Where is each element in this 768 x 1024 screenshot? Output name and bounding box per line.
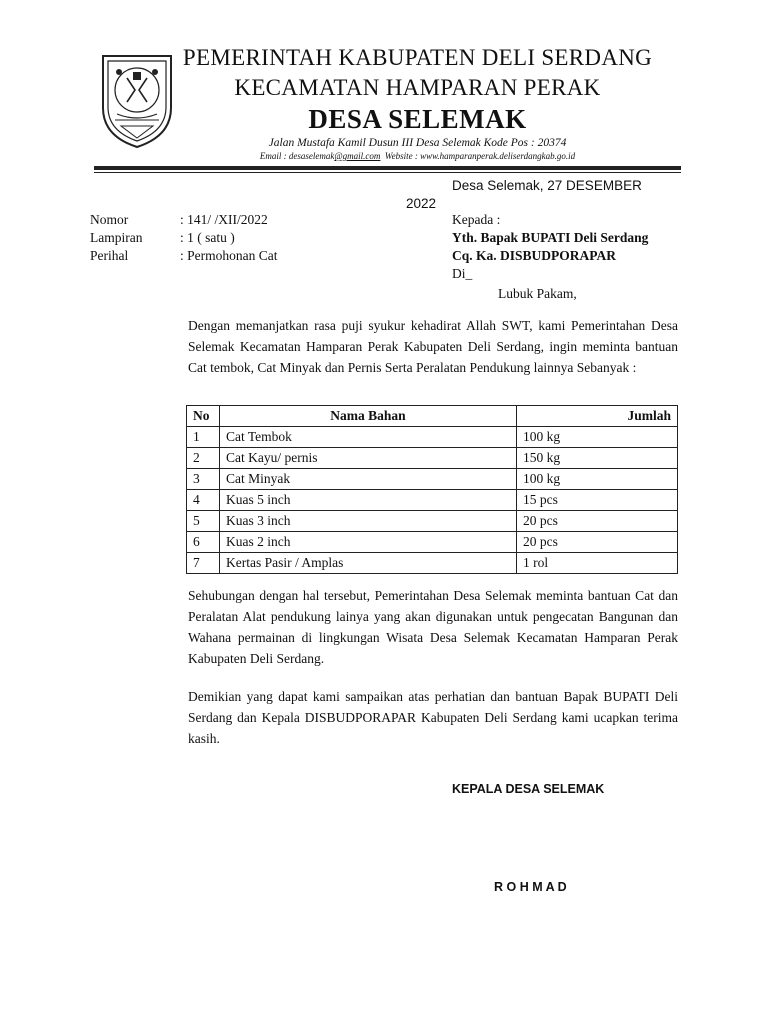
body-paragraph-3: Demikian yang dapat kami sampaikan atas perhatian dan bantuan Bapak BUPATI Deli Serdang dan Kepala DISBUDPORAPAR Kabupaten Deli Serdang kami ucapkan terima kasih. bbox=[188, 689, 678, 746]
letterhead-village-name: DESA SELEMAK bbox=[308, 104, 527, 134]
row-amount: 15 pcs bbox=[517, 490, 678, 511]
signature-title: KEPALA DESA SELEMAK bbox=[452, 782, 605, 796]
row-no: 2 bbox=[187, 448, 220, 469]
row-amount: 100 kg bbox=[517, 469, 678, 490]
table-row bbox=[187, 553, 678, 574]
table-row bbox=[187, 448, 678, 469]
row-no: 6 bbox=[187, 532, 220, 553]
header-no: No bbox=[187, 406, 220, 427]
row-amount: 20 pcs bbox=[517, 511, 678, 532]
header-jumlah: Jumlah bbox=[517, 406, 678, 427]
email-domain-link[interactable]: @gmail.com bbox=[334, 151, 381, 161]
letterhead-contact bbox=[160, 151, 675, 161]
signature-name: R O H M A D bbox=[494, 880, 567, 894]
row-no: 7 bbox=[187, 553, 220, 574]
table-row bbox=[187, 511, 678, 532]
header-nama-bahan: Nama Bahan bbox=[220, 406, 517, 427]
nomor-label: Nomor bbox=[90, 212, 129, 227]
row-name: Cat Tembok bbox=[220, 427, 517, 448]
row-amount: 20 pcs bbox=[517, 532, 678, 553]
letterhead-address: Jalan Mustafa Kamil Dusun III Desa Selemak Kode Pos : 20374 bbox=[268, 137, 567, 149]
table-row bbox=[187, 469, 678, 490]
row-amount: 150 kg bbox=[517, 448, 678, 469]
letterhead-line-1: PEMERINTAH KABUPATEN DELI SERDANG bbox=[182, 45, 653, 70]
row-name: Cat Minyak bbox=[220, 469, 517, 490]
row-no: 1 bbox=[187, 427, 220, 448]
letter-date: Desa Selemak, 27 DESEMBER bbox=[452, 178, 642, 193]
row-name: Kuas 2 inch bbox=[220, 532, 517, 553]
row-amount: 100 kg bbox=[517, 427, 678, 448]
letter-date-year: 2022 bbox=[406, 196, 437, 211]
row-name: Kertas Pasir / Amplas bbox=[220, 553, 517, 574]
row-no: 4 bbox=[187, 490, 220, 511]
recipient-line-1: Yth. Bapak BUPATI Deli Serdang bbox=[452, 230, 649, 245]
email-label: Email : desaselemak bbox=[259, 151, 335, 161]
letterhead-line-2: KECAMATAN HAMPARAN PERAK bbox=[234, 75, 601, 100]
perihal-label: Perihal bbox=[90, 248, 129, 263]
row-name: Kuas 5 inch bbox=[220, 490, 517, 511]
table-header-row bbox=[187, 406, 678, 427]
lampiran-label: Lampiran bbox=[90, 230, 143, 245]
nomor-value: : 141/ /XII/2022 bbox=[180, 212, 268, 227]
table-row bbox=[187, 490, 678, 511]
row-name: Cat Kayu/ pernis bbox=[220, 448, 517, 469]
row-name: Kuas 3 inch bbox=[220, 511, 517, 532]
letterhead-divider-thick bbox=[94, 166, 681, 170]
website-label: Website : www.hamparanperak.deliserdangkab.go.id bbox=[384, 151, 576, 161]
letterhead-divider-thin bbox=[94, 172, 681, 173]
materials-table bbox=[186, 405, 678, 574]
recipient-place: Lubuk Pakam, bbox=[498, 286, 577, 301]
recipient-line-2: Cq. Ka. DISBUDPORAPAR bbox=[452, 248, 617, 263]
body-paragraph-2: Sehubungan dengan hal tersebut, Pemerintahan Desa Selemak meminta bantuan Cat dan Peralatan Alat pendukung lainya yang akan digunakan untuk pengecatan Bangunan dan Wahana permainan di lingkungan Wisata Desa Selemak Kecamatan Hamparan Perak Kabupaten Deli Serdang. bbox=[188, 588, 678, 666]
body-paragraph-1: Dengan memanjatkan rasa puji syukur kehadirat Allah SWT, kami Pemerintahan Desa Selemak Kecamatan Hamparan Perak Kabupaten Deli Serdang, ingin meminta bantuan Cat tembok, Cat Minyak dan Pernis Serta Peralatan Pendukung lainnya Sebanyak : bbox=[188, 318, 678, 375]
recipient-kepada: Kepada : bbox=[452, 212, 501, 227]
lampiran-value: : 1 ( satu ) bbox=[180, 230, 235, 245]
table-row bbox=[187, 532, 678, 553]
row-amount: 1 rol bbox=[517, 553, 678, 574]
perihal-value: : Permohonan Cat bbox=[180, 248, 278, 263]
row-no: 5 bbox=[187, 511, 220, 532]
table-row bbox=[187, 427, 678, 448]
recipient-di: Di_ bbox=[452, 266, 473, 281]
row-no: 3 bbox=[187, 469, 220, 490]
